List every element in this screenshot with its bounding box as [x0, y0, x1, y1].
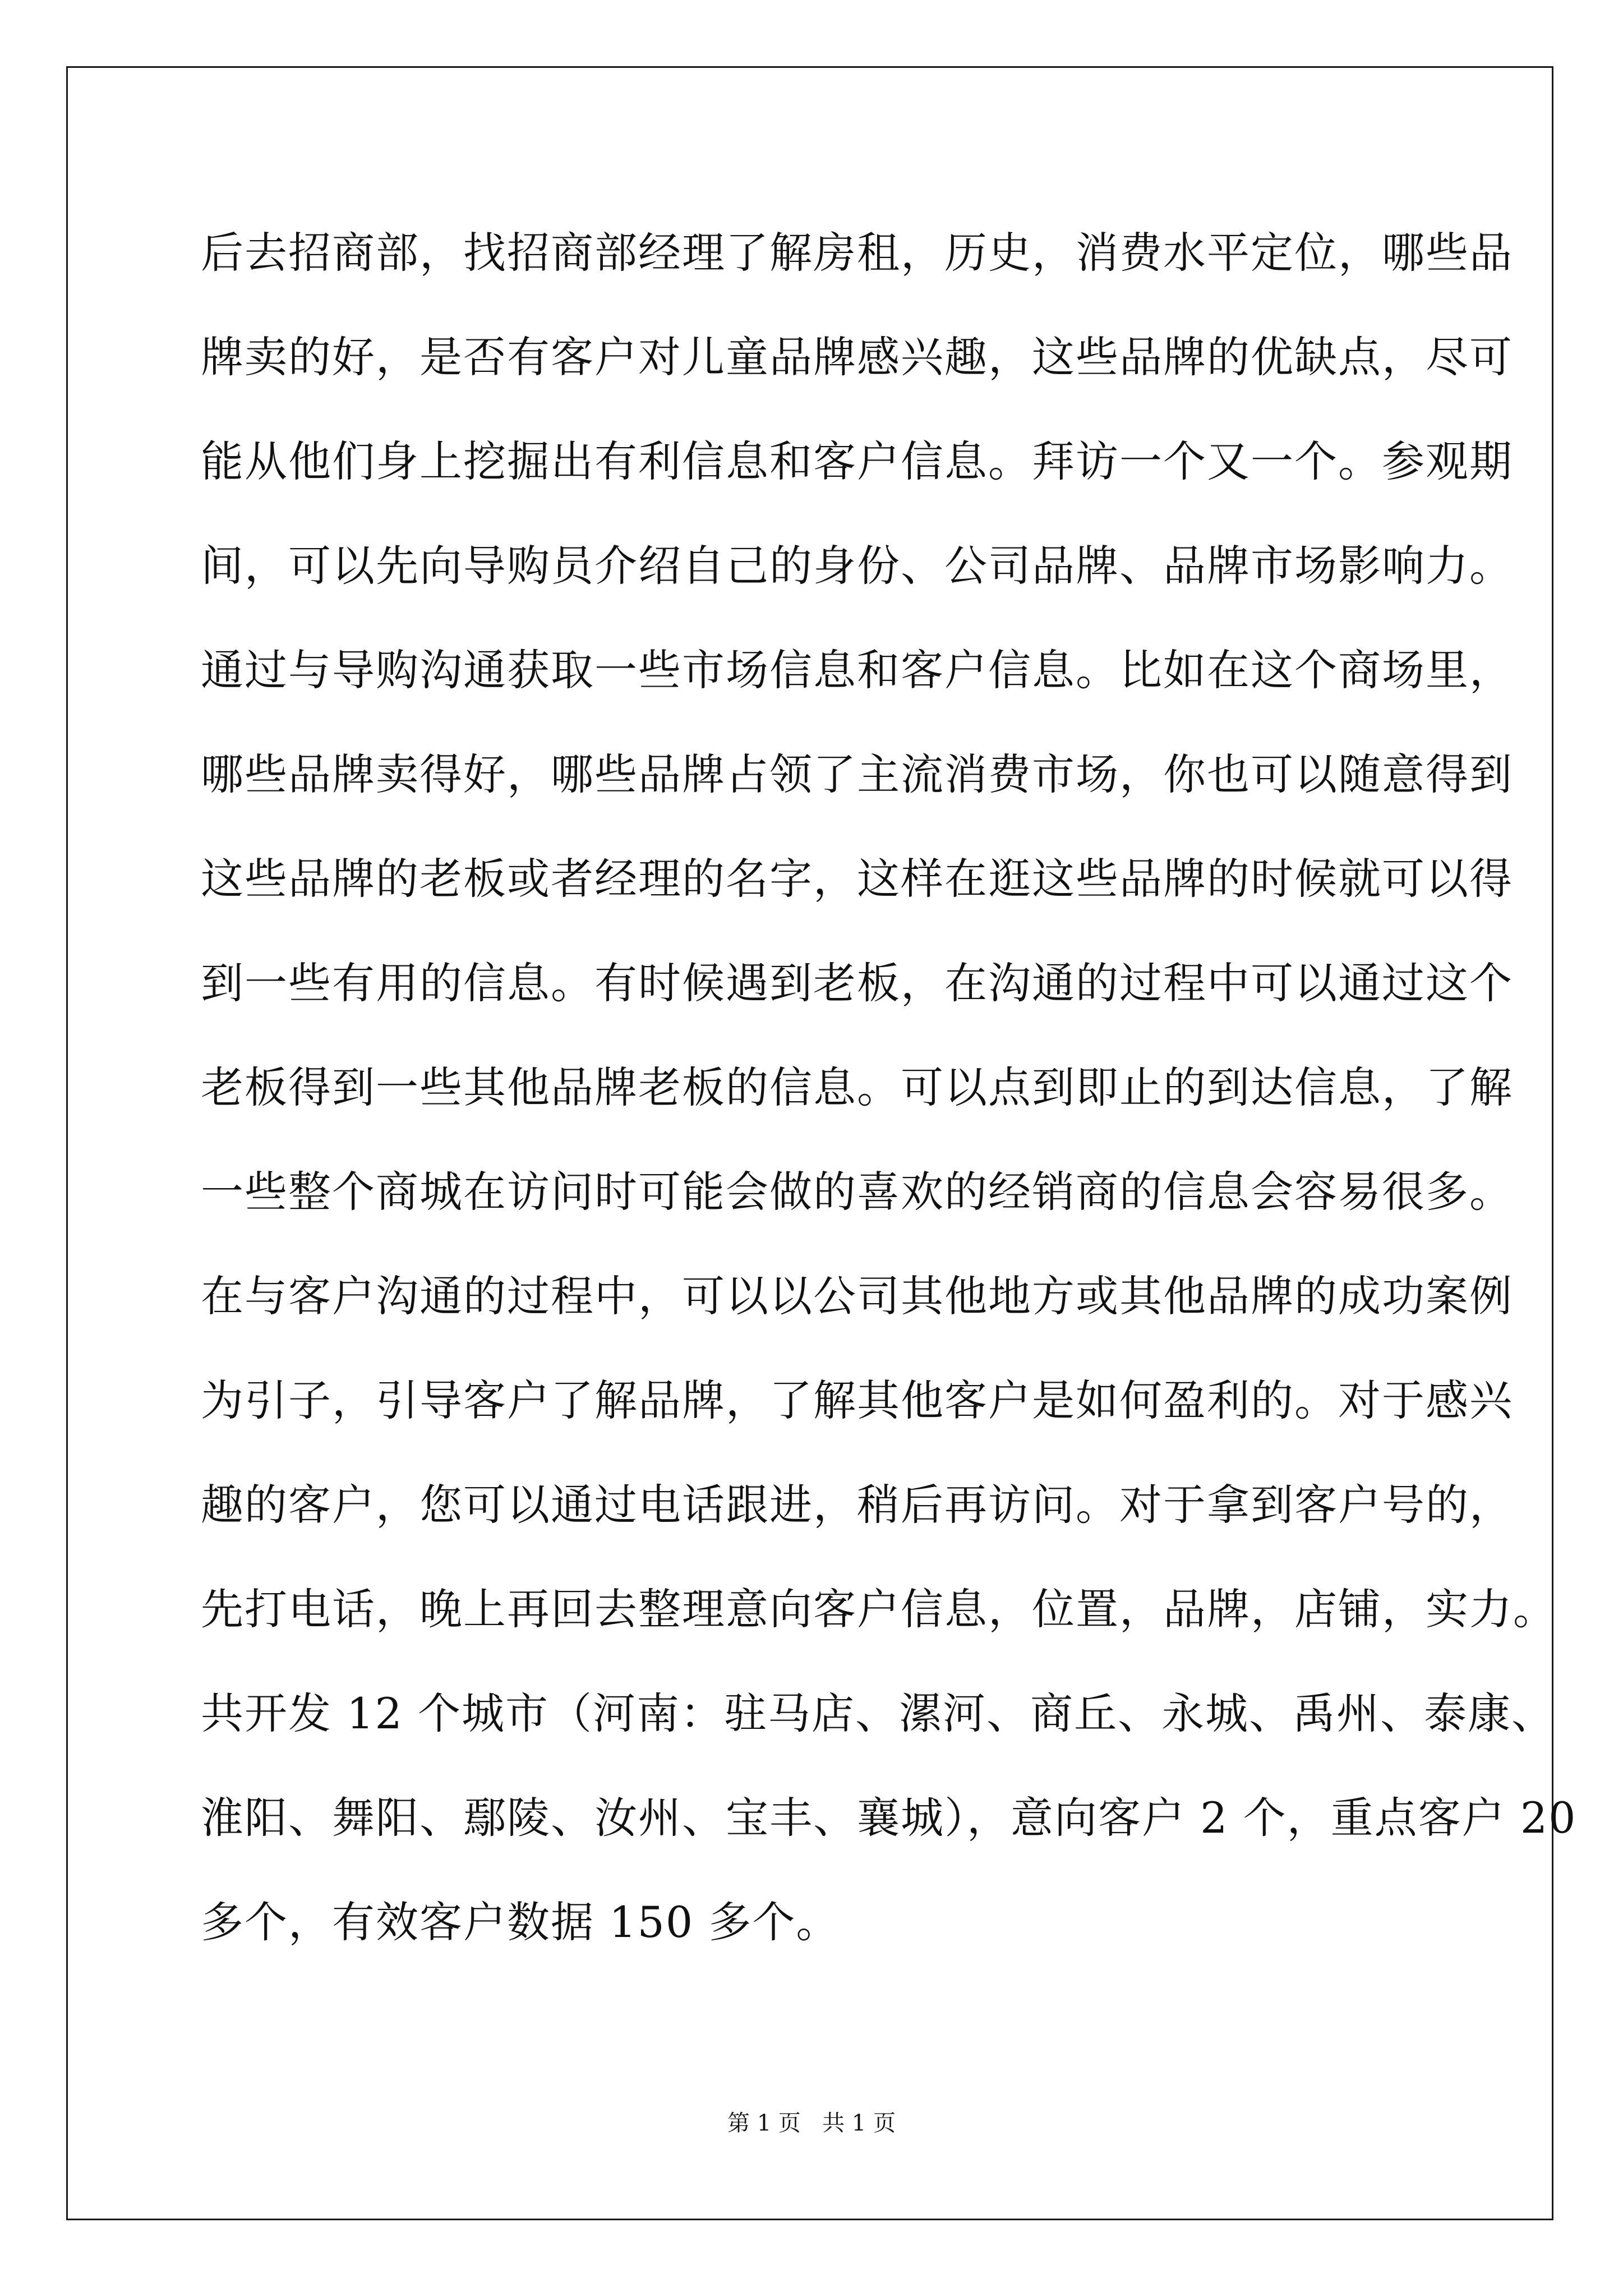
- text-line: 哪些品牌卖得好，哪些品牌占领了主流消费市场，你也可以随意得到: [201, 749, 1513, 799]
- text-line: 间，可以先向导购员介绍自己的身份、公司品牌、品牌市场影响力。: [201, 541, 1513, 591]
- text-line: 能从他们身上挖掘出有利信息和客户信息。拜访一个又一个。参观期: [201, 436, 1513, 486]
- text-line: 共开发 12 个城市（河南：驻马店、漯河、商丘、永城、禹州、泰康、: [201, 1688, 1556, 1738]
- document-body: [201, 201, 1577, 1975]
- text-line: 淮阳、舞阳、鄢陵、汝州、宝丰、襄城），意向客户 2 个，重点客户 20: [201, 1793, 1577, 1843]
- text-line: 后去招商部，找招商部经理了解房租，历史，消费水平定位，哪些品: [201, 228, 1513, 278]
- text-line: 多个，有效客户数据 150 多个。: [201, 1897, 840, 1947]
- text-line: 为引子，引导客户了解品牌，了解其他客户是如何盈利的。对于感兴: [201, 1375, 1513, 1425]
- text-line: 到一些有用的信息。有时候遇到老板，在沟通的过程中可以通过这个: [201, 958, 1513, 1008]
- text-line: 一些整个商城在访问时可能会做的喜欢的经销商的信息会容易很多。: [201, 1167, 1513, 1217]
- text-line: 通过与导购沟通获取一些市场信息和客户信息。比如在这个商场里，: [201, 645, 1513, 695]
- page-number-footer: 第 1 页 共 1 页: [727, 2110, 896, 2136]
- text-line: 牌卖的好，是否有客户对儿童品牌感兴趣，这些品牌的优缺点，尽可: [201, 332, 1513, 382]
- text-line: 这些品牌的老板或者经理的名字，这样在逛这些品牌的时候就可以得: [201, 854, 1513, 904]
- text-line: 趣的客户，您可以通过电话跟进，稍后再访问。对于拿到客户号的，: [201, 1480, 1513, 1530]
- text-line: 在与客户沟通的过程中，可以以公司其他地方或其他品牌的成功案例: [201, 1271, 1513, 1321]
- text-line: 老板得到一些其他品牌老板的信息。可以点到即止的到达信息，了解: [201, 1062, 1513, 1112]
- text-line: 先打电话，晚上再回去整理意向客户信息，位置，品牌，店铺，实力。: [201, 1584, 1557, 1634]
